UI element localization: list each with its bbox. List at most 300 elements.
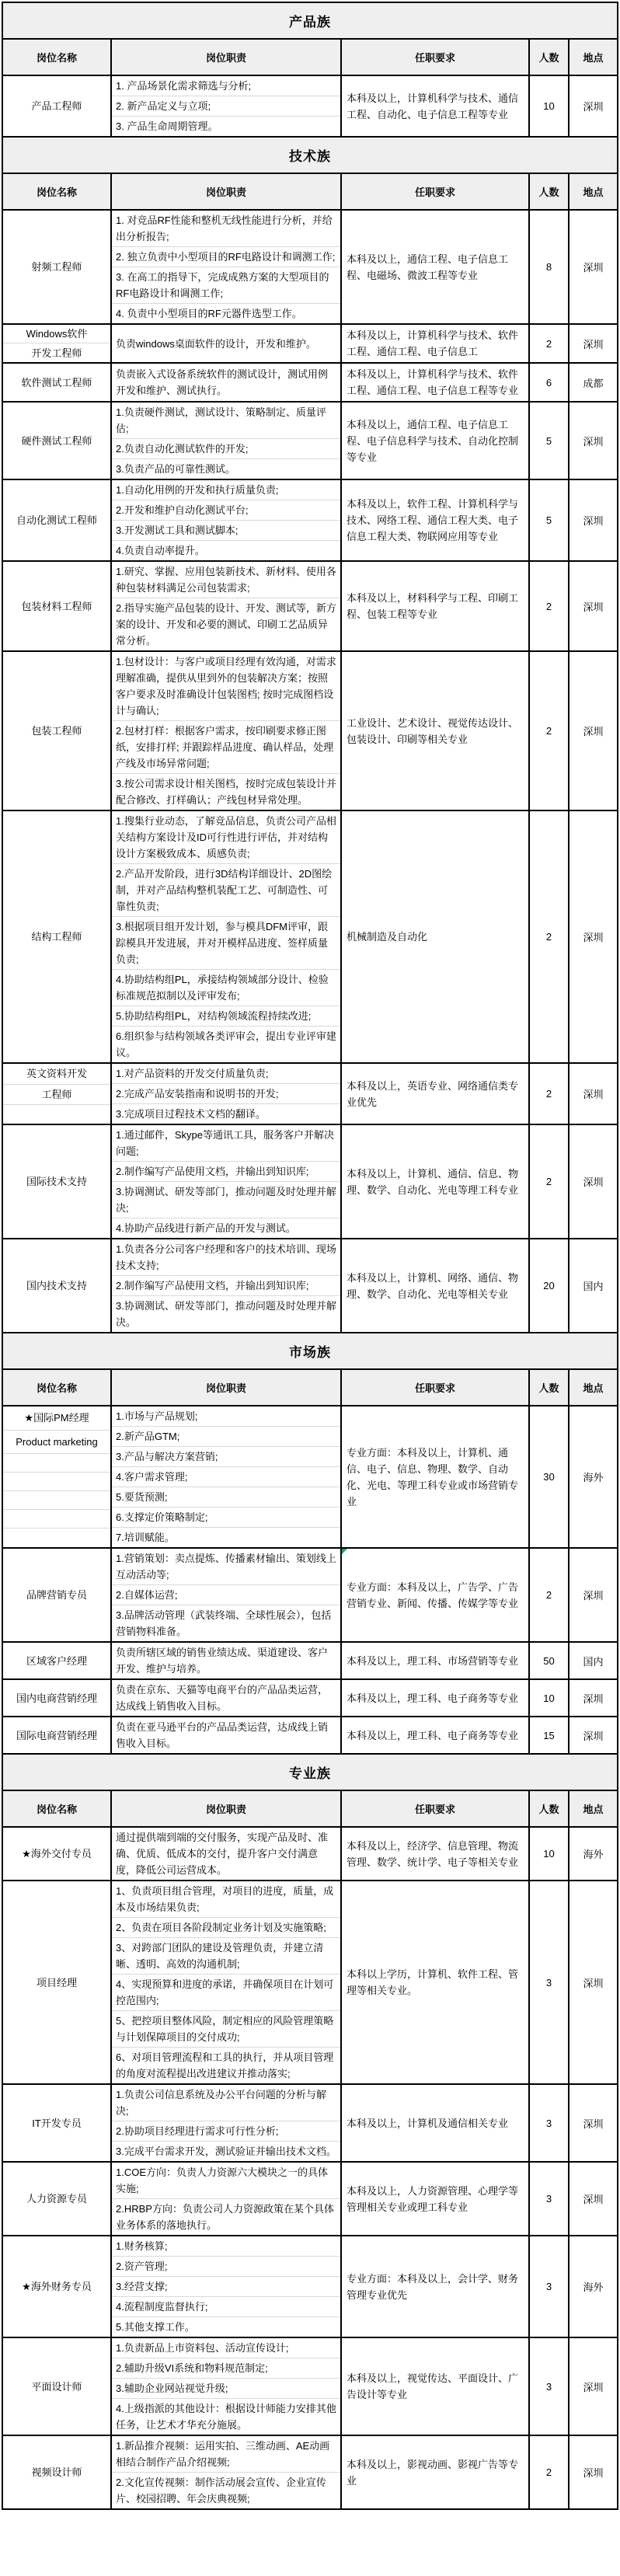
job-requirements: 本科及以上，英语专业、网络通信类专业优先: [347, 1079, 519, 1108]
job-duties-cell: [112, 811, 342, 1062]
job-count: 3: [530, 2085, 569, 2161]
duty-item: 负责嵌入式设备系统软件的测试设计，测试用例开发和维护、测试执行。: [116, 368, 329, 396]
duty-item: 5.要货预测;: [112, 1487, 340, 1508]
job-requirements: 机械制造及自动化: [347, 931, 428, 943]
job-requirements-cell: [342, 811, 530, 1062]
column-header: 地点: [583, 1382, 604, 1394]
job-duties-cell: [112, 1680, 342, 1716]
job-duties-cell: [112, 1643, 342, 1678]
duty-item: 2.协助项目经理进行需求可行性分析;: [112, 2121, 340, 2142]
job-name: 工程师: [3, 1085, 110, 1106]
job-requirements-cell: [342, 1239, 530, 1332]
job-location: 深圳: [583, 338, 604, 350]
table-row: [3, 1407, 617, 1549]
duty-item: 1.搜集行业动态，了解竞品信息，负责公司产品相关结构方案设计及ID可行性进行评估，并对结构设计方案极致成本、质感负责;: [112, 811, 340, 864]
table-section: [3, 138, 617, 1333]
duty-item: 2.资产管理;: [112, 2257, 340, 2277]
section-body: [3, 1407, 617, 1755]
job-requirements-cell: [342, 1828, 530, 1880]
job-location: 深圳: [583, 932, 604, 943]
job-location: 深圳: [583, 601, 604, 613]
duty-item: 2.开发和维护自动化测试平台;: [112, 500, 340, 521]
job-location: 海外: [583, 1849, 604, 1860]
job-name: 国际技术支持: [26, 1176, 87, 1187]
job-name: Product marketing: [3, 1431, 110, 1455]
job-count: 2: [530, 562, 569, 650]
duty-item: 1.COE方向：负责人力资源六大模块之一的具体实施;: [112, 2163, 340, 2199]
job-requirements-cell: [342, 2338, 530, 2435]
table-row: [3, 480, 617, 562]
duty-item: 6.支撑定价策略制定;: [112, 1508, 340, 1528]
job-table: [2, 2, 618, 2510]
table-row: [3, 2436, 617, 2508]
column-header-row: [3, 1370, 617, 1407]
job-count: 3: [530, 2338, 569, 2435]
job-count: 2: [530, 811, 569, 1062]
duty-item: 1.新品推介视频：运用实拍、三维动画、AE动画相结合制作产品介绍视频;: [112, 2436, 340, 2473]
job-duties-cell: [112, 325, 342, 362]
job-name: ★海外交付专员: [22, 1848, 92, 1860]
duty-item: 3. 在高工的指导下，完成成熟方案的大型项目的RF电路设计和调测工作;: [112, 267, 340, 304]
column-header-row: [3, 1791, 617, 1828]
job-count: 10: [530, 1828, 569, 1880]
table-row: [3, 1549, 617, 1643]
job-duties-cell: [112, 1239, 342, 1332]
job-location: 成都: [583, 377, 604, 389]
job-location: 深圳: [583, 1692, 604, 1705]
column-header: 人数: [530, 1791, 569, 1826]
job-location: 深圳: [583, 726, 604, 737]
job-name-cell: [3, 480, 112, 560]
column-header: 岗位名称: [3, 40, 112, 75]
job-requirements: 本科及以上，材料科学与工程、印刷工程、包装工程等专业: [347, 592, 519, 620]
job-requirements-cell: [342, 325, 530, 362]
table-row: [3, 364, 617, 403]
job-requirements-cell: [342, 562, 530, 650]
duty-item: 1.自动化用例的开发和执行质量负责;: [112, 480, 340, 500]
table-row: [3, 562, 617, 652]
job-location: 深圳: [583, 2118, 604, 2130]
job-name-cell: [3, 403, 112, 479]
duty-item: 1.财务核算;: [112, 2236, 340, 2257]
job-name-cell: [3, 76, 112, 136]
section-title: 技术族: [3, 138, 617, 174]
job-name-cell: [3, 1239, 112, 1332]
job-requirements-cell: [342, 403, 530, 479]
duty-item: 6、对项目管理流程和工具的执行，并从项目管理的角度对流程提出改进建议并推动落实;: [116, 2051, 334, 2079]
job-count: 2: [530, 1549, 569, 1641]
duty-item: 4.协助产品线进行新产品的开发与测试。: [116, 1222, 296, 1234]
job-duties-cell: [112, 2163, 342, 2235]
job-name-cell: [3, 1828, 112, 1880]
section-body: [3, 211, 617, 1333]
duty-item: 负责windows桌面软件的设计，开发和维护。: [116, 337, 316, 350]
job-location: 深圳: [583, 1730, 604, 1742]
job-name: 视频设计师: [31, 2466, 82, 2478]
job-name: 自动化测试工程师: [16, 514, 97, 526]
job-requirements: 本科及以上，人力资源管理、心理学等管理相关专业或理工科专业: [347, 2184, 519, 2213]
job-requirements: 本科及以上，影视动画、影视广告等专业: [347, 2458, 519, 2487]
job-location: 深圳: [583, 101, 604, 113]
column-header: 任职要求: [342, 1791, 530, 1826]
job-name-cell: [3, 1549, 112, 1641]
job-location: 深圳: [583, 2194, 604, 2205]
job-name-cell: [3, 2085, 112, 2161]
duty-item: 1.对产品资料的开发交付质量负责;: [112, 1064, 340, 1084]
job-name-cell: [3, 1717, 112, 1753]
duty-item: 6.组织参与结构领域各类评审会，提出专业评审建议。: [116, 1030, 336, 1058]
job-count: 5: [530, 403, 569, 479]
table-row: [3, 2236, 617, 2338]
job-duties-cell: [112, 1828, 342, 1880]
table-row: [3, 2338, 617, 2436]
job-duties-cell: [112, 1717, 342, 1753]
job-requirements-cell: [342, 2163, 530, 2235]
table-row: [3, 1125, 617, 1239]
duty-item: 3.品牌活动管理（武装终端、全球性展会），包括营销物料准备。: [116, 1609, 332, 1637]
job-name-cell: [3, 211, 112, 323]
job-name-cell: [3, 1125, 112, 1238]
duty-item: 2.自媒体运营;: [112, 1585, 340, 1605]
duty-item: 3.完成项目过程技术文档的翻译。: [116, 1108, 266, 1120]
job-name: 结构工程师: [31, 931, 82, 943]
job-duties-cell: [112, 480, 342, 560]
table-row: [3, 76, 617, 138]
duty-item: 2.包材打样：根据客户需求，按印刷要求修正图纸，安排打样; 并跟踪样品进度、确认样品，处理产线及市场异常问题;: [112, 721, 340, 774]
table-row: [3, 211, 617, 325]
job-count: 15: [530, 1717, 569, 1753]
column-header: 岗位职责: [112, 1791, 342, 1826]
job-name-cell: [3, 2436, 112, 2508]
duty-item: 1.负责新品上市资料包、活动宣传设计;: [112, 2338, 340, 2358]
job-requirements: 本科及以上，计算机科学与技术、软件工程、通信工程、电子信息工: [347, 329, 519, 357]
job-duties-cell: [112, 364, 342, 401]
duty-item: 1.营销策划：卖点提炼、传播素材输出、策划线上互动活动等;: [112, 1549, 340, 1585]
duty-item: 负责在亚马逊平台的产品品类运营，达成线上销售收入目标。: [116, 1721, 329, 1749]
job-name: 包装工程师: [31, 725, 82, 737]
job-requirements: 本科及以上，计算机、通信、信息、物理、数学、自动化、光电等理工科专业: [347, 1167, 519, 1196]
duty-item: 5.协助结构组PL，对结构领域流程持续改进;: [112, 1006, 340, 1027]
job-name: 品牌营销专员: [26, 1589, 87, 1601]
job-requirements-cell: [342, 1125, 530, 1238]
job-name-cell: [3, 2236, 112, 2337]
duty-item: 3.完成平台需求开发，测试验证并输出技术文档。: [116, 2146, 336, 2157]
table-row: [3, 1717, 617, 1755]
job-requirements: 本科及以上，理工科、电子商务等专业: [347, 1729, 519, 1741]
job-duties-cell: [112, 2085, 342, 2161]
column-header: 岗位名称: [3, 174, 112, 209]
job-name: [3, 1491, 110, 1510]
job-duties-cell: [112, 2236, 342, 2337]
duty-item: 2.新产品GTM;: [112, 1427, 340, 1447]
job-location: 深圳: [583, 435, 604, 448]
duty-item: 4.上级指派的其他设计：根据设计师能力安排其他任务，让艺术才华充分施展。: [116, 2403, 336, 2431]
job-requirements-cell: [342, 2436, 530, 2508]
job-location: 深圳: [583, 1176, 604, 1188]
job-name: 硬件测试工程师: [21, 434, 92, 447]
job-name: [3, 1510, 110, 1529]
job-requirements: 本科及以上，通信工程、电子信息工程、电磁场、微波工程等专业: [347, 253, 509, 281]
job-requirements-cell: [342, 1643, 530, 1678]
job-location: 深圳: [583, 2381, 604, 2393]
job-count: 2: [530, 2436, 569, 2508]
job-requirements: 本科及以上，计算机科学与技术、软件工程、通信工程、电子信息工程等专业: [347, 368, 519, 396]
job-name: Windows软件: [3, 325, 110, 343]
job-location: 深圳: [583, 1590, 604, 1602]
duty-item: 2、负责在项目各阶段制定业务计划及实施策略;: [112, 1918, 340, 1938]
job-location: 深圳: [583, 515, 604, 527]
job-count: 3: [530, 1881, 569, 2083]
column-header: 任职要求: [342, 174, 530, 209]
duty-item: 2.指导实施产品包装的设计、开发、测试等，新方案的设计、开发和必要的测试、印刷工艺品质异常分析。: [116, 602, 336, 647]
job-requirements-cell: [342, 1064, 530, 1124]
job-name: 平面设计师: [31, 2380, 82, 2393]
column-header: 地点: [583, 52, 604, 64]
section-title: 市场族: [3, 1333, 617, 1370]
duty-item: 1.负责公司信息系统及办公平台问题的分析与解决;: [112, 2085, 340, 2121]
duty-item: 2. 新产品定义与立项;: [112, 96, 340, 117]
duty-item: 2.完成产品安装指南和说明书的开发;: [112, 1084, 340, 1104]
duty-item: 2.产品开发阶段，进行3D结构详细设计、2D图绘制，并对产品结构整机装配工艺、可制造性、可靠性负责;: [112, 864, 340, 917]
job-requirements: 本科及以上，软件工程、计算机科学与技术、网络工程、通信工程大类、电子信息工程大类、物联网应用等专业: [347, 498, 519, 542]
column-header: 人数: [530, 174, 569, 209]
job-count: 2: [530, 1064, 569, 1124]
job-duties-cell: [112, 76, 342, 136]
job-location: 深圳: [583, 262, 604, 274]
section-title: 专业族: [3, 1755, 617, 1791]
job-duties-cell: [112, 211, 342, 323]
job-duties-cell: [112, 1549, 342, 1641]
duty-item: 4. 负责中小型项目的RF元器件选型工作。: [116, 308, 302, 319]
job-duties-cell: [112, 403, 342, 479]
job-name-cell: [3, 1881, 112, 2083]
job-name: 区域客户经理: [26, 1654, 87, 1667]
job-count: 3: [530, 2163, 569, 2235]
job-count: 50: [530, 1643, 569, 1678]
duty-item: 3.产品与解决方案营销;: [112, 1447, 340, 1467]
duty-item: 3.按公司需求设计相关图档，按时完成包装设计并配合修改、打样确认；产线包材异常处理。: [116, 778, 336, 806]
table-row: [3, 1680, 617, 1717]
duty-item: 4.协助结构组PL，承接结构领域部分设计、检验标准规范拟制以及评审发布;: [112, 970, 340, 1006]
job-name: [3, 1454, 110, 1473]
job-requirements: 本科以上学历，计算机、软件工程、管理等相关专业。: [347, 1968, 519, 1996]
job-count: 10: [530, 76, 569, 136]
job-name: [3, 1105, 110, 1124]
job-requirements: 本科及以上，通信工程、电子信息工程、电子信息科学与技术、自动化控制等专业: [347, 418, 519, 463]
duty-item: 2.制作编写产品使用文档，并输出到知识库;: [112, 1276, 340, 1296]
column-header: 人数: [530, 40, 569, 75]
job-location: 深圳: [583, 1089, 604, 1100]
job-name: 国际电商营销经理: [16, 1729, 97, 1741]
duty-item: 5.其他支撑工作。: [116, 2321, 195, 2333]
job-duties-cell: [112, 562, 342, 650]
job-name: 软件测试工程师: [21, 376, 92, 389]
duty-item: 1. 对竞品RF性能和整机无线性能进行分析，并给出分析报告;: [112, 211, 340, 247]
job-duties-cell: [112, 2338, 342, 2435]
job-requirements: 本科及以上，经济学、信息管理、物流管理、数学、统计学、电子等相关专业: [347, 1839, 519, 1868]
table-row: [3, 652, 617, 811]
column-header: 岗位职责: [112, 174, 342, 209]
job-requirements: 专业方面：本科及以上，广告学、广告营销专业、新闻、传播、传媒学等专业: [347, 1581, 519, 1609]
job-count: 8: [530, 211, 569, 323]
duty-item: 1.研究、掌握、应用包装新技术、新材料、使用各种包装材料满足公司包装需求;: [112, 562, 340, 598]
duty-item: 2.文化宣传视频：制作活动展会宣传、企业宣传片、校园招聘、年会庆典视频;: [116, 2477, 326, 2505]
duty-item: 3.开发测试工具和测试脚本;: [112, 521, 340, 541]
job-count: 2: [530, 1125, 569, 1238]
table-row: [3, 1643, 617, 1680]
job-requirements-cell: [342, 2236, 530, 2337]
job-location: 国内: [583, 1655, 604, 1668]
job-requirements-cell: [342, 1407, 530, 1547]
table-section: [3, 1333, 617, 1755]
job-name-cell: [3, 1680, 112, 1716]
job-name: 英文资料开发: [3, 1064, 110, 1085]
duty-item: 2.负责自动化测试软件的开发;: [112, 439, 340, 459]
job-requirements-cell: [342, 1549, 530, 1641]
job-name-cell: [3, 1643, 112, 1678]
job-requirements-cell: [342, 1680, 530, 1716]
job-requirements: 专业方面：本科及以上，会计学、财务管理专业优先: [347, 2272, 519, 2301]
job-count: 2: [530, 325, 569, 362]
job-name: 产品工程师: [31, 100, 82, 112]
job-requirements-cell: [342, 2085, 530, 2161]
duty-item: 4、实现预算和进度的承诺，并确保项目在计划可控范围内;: [112, 1975, 340, 2011]
job-count: 30: [530, 1407, 569, 1547]
job-requirements: 专业方面：本科及以上，计算机、通信、电子、信息、物理、数学、自动化、光电、等理工科专业或市场营销专业: [347, 1446, 519, 1508]
job-duties-cell: [112, 652, 342, 810]
column-header: 岗位职责: [112, 40, 342, 75]
job-name: 射频工程师: [31, 261, 82, 273]
duty-item: 3.经营支撑;: [112, 2277, 340, 2297]
job-count: 2: [530, 652, 569, 810]
job-requirements: 工业设计、艺术设计、视觉传达设计、包装设计、印刷等相关专业: [347, 716, 519, 745]
job-duties-cell: [112, 2436, 342, 2508]
job-name: 开发工程师: [31, 347, 82, 359]
duty-item: 1.包材设计：与客户或项目经理有效沟通，对需求理解准确，提供从里到外的包装解决方案；按照客户要求及时准确设计包装图档; 按时完成图档设计与确认;: [112, 652, 340, 721]
column-header: 人数: [530, 1370, 569, 1405]
job-name: IT开发专员: [32, 2117, 82, 2129]
job-duties-cell: [112, 1881, 342, 2083]
duty-item: 3.协调测试、研发等部门，推动问题及时处理并解决。: [116, 1300, 336, 1328]
job-requirements: 本科及以上，理工科、电子商务等专业: [347, 1692, 519, 1704]
job-name: ★国际PM经理: [3, 1407, 110, 1431]
job-name: 国内电商营销经理: [16, 1692, 97, 1704]
section-title: 产品族: [3, 3, 617, 40]
duty-item: 4.客户需求管理;: [112, 1467, 340, 1487]
table-row: [3, 1239, 617, 1333]
job-duties-cell: [112, 1125, 342, 1238]
duty-item: 7.培训赋能。: [116, 1532, 175, 1543]
job-count: 10: [530, 1680, 569, 1716]
duty-item: 通过提供端到端的交付服务，实现产品及时、准确、优质、低成本的交付，提升客户交付满意度，降低公司运营成本。: [116, 1832, 329, 1876]
job-name-cell: [3, 1407, 112, 1547]
duty-item: 3.辅助企业网站视觉升级;: [112, 2379, 340, 2399]
column-header: 岗位职责: [112, 1370, 342, 1405]
duty-item: 2.制作编写产品使用文档，并输出到知识库;: [112, 1162, 340, 1182]
table-row: [3, 1828, 617, 1881]
job-count: 3: [530, 2236, 569, 2337]
job-name-cell: [3, 811, 112, 1062]
job-name-cell: [3, 562, 112, 650]
duty-item: 3、对跨部门团队的建设及管理负责，并建立清晰、透明、高效的沟通机制;: [112, 1938, 340, 1975]
job-name: 人力资源专员: [26, 2193, 87, 2205]
duty-item: 2.辅助升级VI系统和物料规范制定;: [112, 2358, 340, 2379]
duty-item: 负责在京东、天猫等电商平台的产品品类运营，达成线上销售收入目标。: [116, 1684, 329, 1712]
job-location: 海外: [583, 2281, 604, 2293]
column-header: 岗位名称: [3, 1370, 112, 1405]
job-requirements-cell: [342, 652, 530, 810]
duty-item: 1.市场与产品规划;: [112, 1407, 340, 1427]
column-header: 任职要求: [342, 1370, 530, 1405]
duty-item: 1.负责各分公司客户经理和客户的技术培训、现场技术支持;: [112, 1239, 340, 1276]
job-requirements: 本科及以上，计算机及通信相关专业: [347, 2117, 509, 2129]
job-duties-cell: [112, 1064, 342, 1124]
job-count: 5: [530, 480, 569, 560]
job-location: 国内: [583, 1281, 604, 1292]
table-row: [3, 325, 617, 364]
duty-item: 1. 产品场景化需求筛选与分析;: [112, 76, 340, 96]
job-name-cell: [3, 325, 112, 362]
job-requirements-cell: [342, 211, 530, 323]
duty-item: 1.通过邮件，Skype等通讯工具，服务客户并解决问题;: [112, 1125, 340, 1162]
duty-item: 4.流程制度监督执行;: [112, 2297, 340, 2317]
job-name-cell: [3, 652, 112, 810]
table-row: [3, 1064, 617, 1125]
duty-item: 2.HRBP方向：负责公司人力资源政策在某个具体业务体系的落地执行。: [116, 2203, 334, 2231]
job-count: 20: [530, 1239, 569, 1332]
table-row: [3, 2085, 617, 2163]
job-duties-cell: [112, 1407, 342, 1547]
column-header: 岗位名称: [3, 1791, 112, 1826]
job-requirements: 本科及以上，计算机科学与技术、通信工程、自动化、电子信息工程等专业: [347, 92, 519, 120]
section-body: [3, 76, 617, 138]
job-name: 项目经理: [36, 1976, 77, 1989]
job-requirements-cell: [342, 1881, 530, 2083]
duty-item: 1.负责硬件测试，测试设计、策略制定、质量评估;: [112, 403, 340, 439]
job-requirements: 本科及以上，计算机、网络、通信、物理、数学、自动化、光电等相关专业: [347, 1271, 519, 1300]
job-requirements-cell: [342, 1717, 530, 1753]
duty-item: 5、把控项目整体风险，制定相应的风险管理策略与计划保障项目的交付成功;: [112, 2011, 340, 2048]
duty-item: 3. 产品生命周期管理。: [116, 120, 218, 132]
table-section: [3, 3, 617, 138]
table-row: [3, 1881, 617, 2085]
job-requirements-cell: [342, 480, 530, 560]
job-count: 6: [530, 364, 569, 401]
duty-item: 2. 独立负责中小型项目的RF电路设计和调测工作;: [112, 247, 340, 267]
job-requirements-cell: [342, 76, 530, 136]
job-name: 包装材料工程师: [21, 600, 92, 612]
job-name-cell: [3, 2163, 112, 2235]
job-name: ★海外财务专员: [22, 2281, 92, 2292]
job-name-cell: [3, 1064, 112, 1124]
duty-item: 3.负责产品的可靠性测试。: [116, 463, 235, 475]
column-header-row: [3, 40, 617, 76]
column-header: 地点: [583, 1804, 604, 1815]
job-requirements: 本科及以上，理工科、市场营销等专业: [347, 1654, 519, 1667]
job-name: [3, 1473, 110, 1491]
duty-item: 3.根据项目组开发计划，参与模具DFM评审，跟踪模具开发进展，并对开模样品进度、签样质量负责;: [112, 917, 340, 970]
job-name: [3, 1529, 110, 1547]
duty-item: 3.协调测试、研发等部门，推动问题及时处理并解决;: [112, 1182, 340, 1218]
column-header: 任职要求: [342, 40, 530, 75]
duty-item: 4.负责自动率提升。: [116, 545, 205, 556]
job-name-cell: [3, 2338, 112, 2435]
job-location: 海外: [583, 1472, 604, 1483]
job-requirements: 本科及以上，视觉传达、平面设计、广告设计等专业: [347, 2372, 519, 2400]
table-section: [3, 1755, 617, 2508]
column-header-row: [3, 174, 617, 211]
duty-item: 负责所辖区域的销售业绩达成、渠道建设、客户开发、维护与培养。: [116, 1647, 329, 1675]
